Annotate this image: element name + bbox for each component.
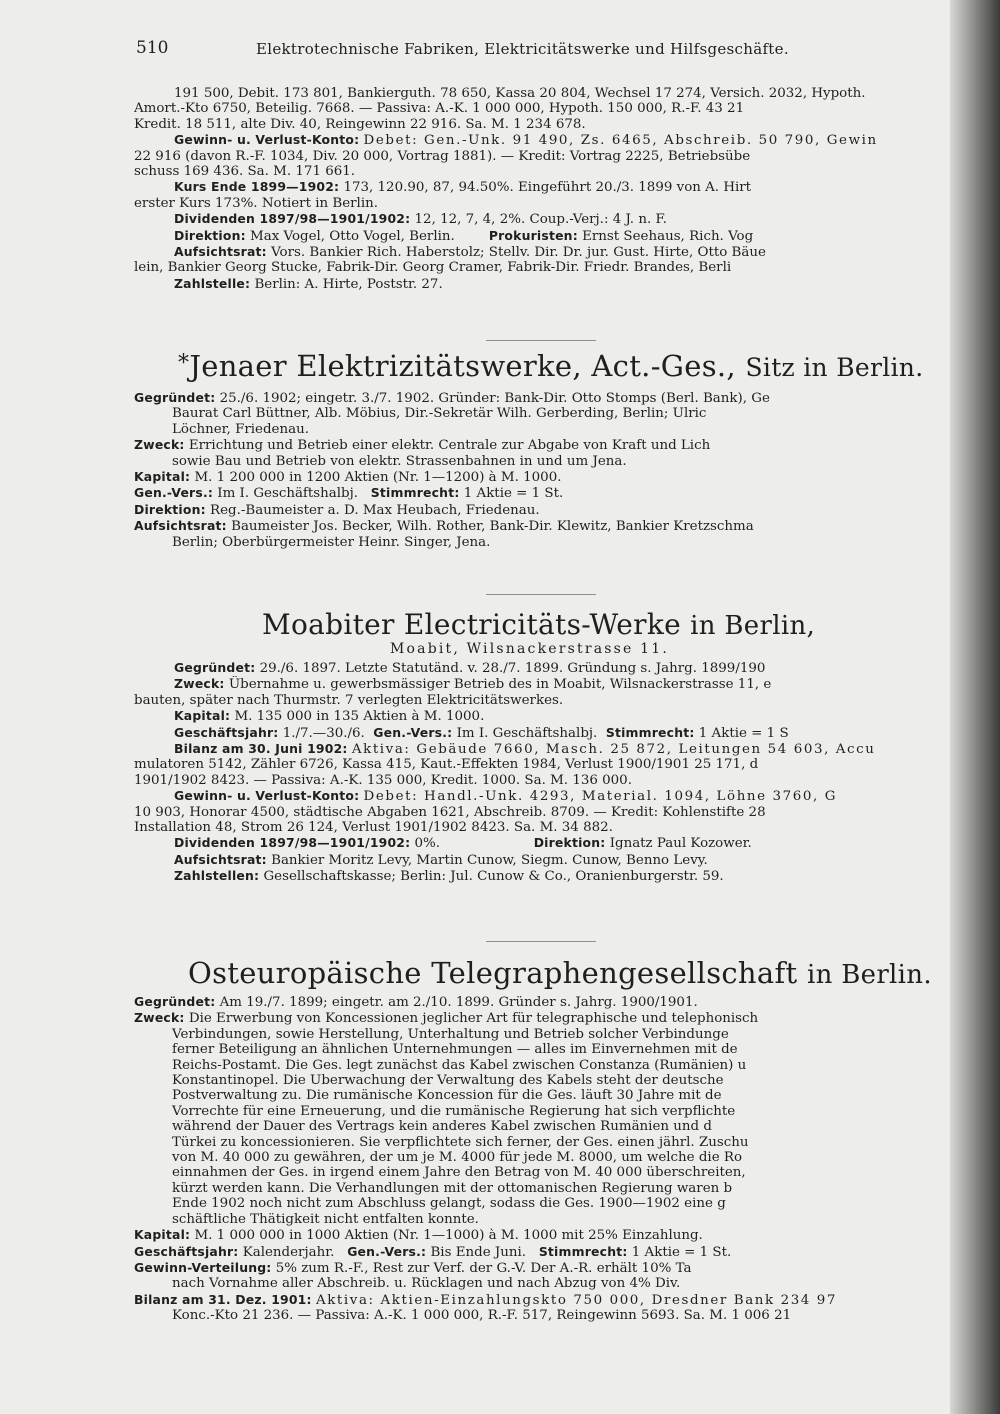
text-line: während der Dauer des Vertrags kein anderes Kabel zwischen Rumänien und d [172, 1119, 712, 1135]
text-line: Amort.-Kto 6750, Beteilig. 7668. — Passiva: A.-K. 1 000 000, Hypoth. 150 000, R.-F. 43 21 [134, 101, 745, 117]
field-label: Aufsichtsrat: [174, 244, 267, 260]
text-line: M. 1 000 000 in 1000 Aktien (Nr. 1—1000) à M. 1000 mit 25% Einzahlung. [194, 1228, 703, 1244]
text-line: 5% zum R.-F., Rest zur Verf. der G.-V. Der A.-R. erhält 10% Ta [275, 1260, 692, 1276]
text-line: Bis Ende Juni. [430, 1244, 527, 1260]
text-line: Berlin; Oberbürgermeister Heinr. Singer, Jena. [172, 534, 491, 550]
text-line: M. 135 000 in 135 Aktien à M. 1000. [234, 709, 485, 725]
divider [486, 941, 596, 942]
text-line: schuss 169 436. Sa. M. 171 661. [134, 164, 356, 180]
field-label: Gewinn- u. Verlust-Konto: [174, 788, 360, 804]
text-line: 12, 12, 7, 4, 2%. Coup.-Verj.: 4 J. n. F. [414, 212, 667, 228]
text-line: 1 Aktie = 1 St. [631, 1244, 732, 1260]
field-label: Gewinn- u. Verlust-Konto: [174, 132, 360, 148]
text-line: Am 19./7. 1899; eingetr. am 2./10. 1899. Gründer s. Jahrg. 1900/1901. [219, 995, 698, 1010]
field-label: Zweck: [134, 437, 185, 453]
field-label: Direktion: [174, 227, 246, 243]
text-line: Im I. Geschäftshalbj. [217, 486, 359, 502]
text-line: 10 903, Honorar 4500, städtische Abgaben 1621, Abschreib. 8709. — Kredit: Kohlenstifte 28 [134, 804, 766, 820]
jena-entry [134, 390, 950, 550]
field-label: Gen.-Vers.: [373, 724, 453, 740]
entry-heading-jena [178, 349, 923, 383]
text-line: einnahmen der Ges. in irgend einem Jahre den Betrag von M. 40 000 überschreiten, [172, 1165, 746, 1181]
text-line: Installation 48, Strom 26 124, Verlust 1901/1902 8423. Sa. M. 34 882. [134, 820, 613, 836]
text-line: Konc.-Kto 21 236. — Passiva: A.-K. 1 000 000, R.-F. 517, Reingewinn 5693. Sa. M. 1 006 21 [172, 1308, 792, 1324]
text-line: 1./7.—30./6. [282, 725, 365, 741]
text-line: 1901/1902 8423. — Passiva: A.-K. 135 000, Kredit. 1000. Sa. M. 136 000. [134, 772, 632, 788]
text-line: 1 Aktie = 1 St. [463, 486, 564, 502]
text-line: Berlin: A. Hirte, Poststr. 27. [254, 276, 443, 292]
text-line: sowie Bau und Betrieb von elektr. Strassenbahnen in und um Jena. [172, 453, 627, 469]
field-label: Gewinn-Verteilung: [134, 1259, 272, 1275]
text-line: Konstantinopel. Die Überwachung der Verwaltung des Kabels steht der deutsche [172, 1073, 724, 1089]
text-line: Baurat Carl Büttner, Alb. Möbius, Dir.-Sekretär Wilh. Gerberding, Berlin; Ulric [172, 406, 707, 422]
entry-heading-moabit [262, 608, 815, 641]
running-title: Elektrotechnische Fabriken, Elektricitätswerke und Hilfsgeschäfte. [256, 40, 789, 58]
field-label: Stimmrecht: [538, 1243, 628, 1259]
text-line: schäftliche Thätigkeit nicht entfalten konnte. [172, 1211, 479, 1227]
text-line: Reg.-Baumeister a. D. Max Heubach, Friedenau. [210, 502, 540, 518]
text-line: Aktiva: Aktien-Einzahlungskto 750 000, Dresdner Bank 234 97 [315, 1292, 838, 1308]
field-label: Dividenden 1897/98—1901/1902: [174, 211, 411, 227]
field-label: Geschäftsjahr: [134, 1243, 239, 1259]
field-label: Aufsichtsrat: [134, 518, 227, 534]
text-line: Vorrechte für eine Erneuerung, und die rumänische Regierung hat sich verpflichte [172, 1103, 736, 1119]
text-line: bauten, später nach Thurmstr. 7 verlegten Elektricitätswerkes. [134, 692, 564, 708]
text-line: lein, Bankier Georg Stucke, Fabrik-Dir. Georg Cramer, Fabrik-Dir. Friedr. Brandes, Berli [134, 260, 732, 276]
field-label: Bilanz am 30. Juni 1902: [174, 741, 348, 757]
field-label: Kapital: [174, 708, 231, 724]
field-label: Kapital: [134, 1227, 191, 1243]
heading-title: Jenaer Elektrizitätswerke, Act.-Ges., [189, 349, 736, 383]
text-line: M. 1 200 000 in 1200 Aktien (Nr. 1—1200) à M. 1000. [194, 470, 562, 486]
text-line: ferner Beteiligung an ähnlichen Unternehmungen — alles im Einvernehmen mit de [172, 1042, 738, 1058]
heading-title: Moabiter Electricitäts-Werke [262, 608, 681, 641]
text-line: 29./6. 1897. Letzte Statutänd. v. 28./7. 1899. Gründung s. Jahrg. 1899/190 [259, 661, 766, 676]
field-label: Aufsichtsrat: [174, 851, 267, 867]
ost-entry [134, 994, 950, 1324]
scan-edge [950, 0, 1000, 1414]
text-line: Baumeister Jos. Becker, Wilh. Rother, Bank-Dir. Klewitz, Bankier Kretzschma [231, 519, 754, 535]
field-label: Direktion: [134, 501, 206, 517]
text-line: Gesellschaftskasse; Berlin: Jul. Cunow & Co., Oranienburgerstr. 59. [263, 869, 724, 885]
text-line: Die Erwerbung von Koncessionen jeglicher Art für telegraphische und telephonisch [188, 1011, 759, 1027]
text-line: nach Vornahme aller Abschreib. u. Rücklagen und nach Abzug von 4% Div. [172, 1276, 681, 1292]
field-label: Direktion: [533, 835, 606, 851]
text-line: 1 Aktie = 1 S [698, 725, 789, 741]
text-line: Ignatz Paul Kozower. [609, 836, 752, 852]
text-line: Bankier Moritz Levy, Martin Cunow, Siegm. Cunow, Benno Levy. [271, 852, 708, 868]
field-label: Geschäftsjahr: [174, 724, 279, 740]
text-line: Übernahme u. gewerbsmässiger Betrieb des in Moabit, Wilsnackerstrasse 11, e [228, 677, 772, 693]
heading-tail: Sitz in Berlin. [745, 353, 924, 382]
field-label: Prokuristen: [488, 227, 578, 243]
text-line: Löchner, Friedenau. [172, 421, 309, 437]
text-line: Ernst Seehaus, Rich. Vog [582, 228, 754, 244]
divider [486, 594, 596, 595]
text-line: Reichs-Postamt. Die Ges. legt zunächst das Kabel zwischen Constanza (Rumänien) u [172, 1057, 747, 1073]
field-label: Gegründet: [134, 390, 216, 405]
text-line: 191 500, Debit. 173 801, Bankierguth. 78 650, Kassa 20 804, Wechsel 17 274, Versich. 2032, Hypoth. [174, 86, 866, 101]
running-head [136, 38, 916, 62]
field-label: Gegründet: [174, 660, 256, 675]
text-line: 0%. [414, 836, 441, 852]
text-line: Kredit. 18 511, alte Div. 40, Reingewinn 22 916. Sa. M. 1 234 678. [134, 116, 586, 132]
heading-tail: in Berlin, [690, 611, 816, 641]
text-line: Ende 1902 noch nicht zum Abschluss gelangt, sodass die Ges. 1900—1902 eine g [172, 1196, 726, 1212]
text-line: Kalenderjahr. [242, 1244, 335, 1260]
field-label: Zahlstellen: [174, 868, 260, 884]
text-line: Errichtung und Betrieb einer elektr. Centrale zur Abgabe von Kraft und Lich [188, 438, 711, 454]
text-line: erster Kurs 173%. Notiert in Berlin. [134, 195, 378, 211]
top-entry [134, 86, 950, 292]
text-line: Debet: Handl.-Unk. 4293, Material. 1094, Löhne 3760, G [363, 789, 838, 805]
text-line: Vors. Bankier Rich. Haberstolz; Stellv. Dir. Dr. jur. Gust. Hirte, Otto Bäue [271, 245, 766, 261]
text-line: Postverwaltung zu. Die rumänische Koncession für die Ges. läuft 30 Jahre mit de [172, 1088, 722, 1104]
divider [486, 340, 596, 341]
text-line: 173, 120.90, 87, 94.50%. Eingeführt 20./3. 1899 von A. Hirt [343, 180, 752, 196]
heading-title: Osteuropäische Telegraphengesellschaft [188, 956, 798, 990]
entry-heading-ost [188, 956, 932, 990]
page-number: 510 [136, 38, 169, 58]
text-line: Türkei zu koncessionieren. Sie verpflichtete sich ferner, der Ges. einen jährl. Zuschu [172, 1134, 749, 1150]
text-line: Im I. Geschäftshalbj. [456, 725, 598, 741]
field-label: Zahlstelle: [174, 275, 251, 291]
text-line: mulatoren 5142, Zähler 6726, Kassa 415, Kaut.-Effekten 1984, Verlust 1900/1901 25 171, d [134, 757, 759, 773]
field-label: Zweck: [134, 1010, 185, 1026]
text-line: 25./6. 1902; eingetr. 3./7. 1902. Gründer: Bank-Dir. Otto Stomps (Berl. Bank), Ge [219, 391, 770, 406]
text-line: kürzt werden kann. Die Verhandlungen mit der ottomanischen Regierung waren b [172, 1180, 733, 1196]
field-label: Stimmrecht: [370, 485, 460, 501]
field-label: Gen.-Vers.: [347, 1243, 427, 1259]
field-label: Dividenden 1897/98—1901/1902: [174, 835, 411, 851]
field-label: Gegründet: [134, 994, 216, 1009]
text-line: Aktiva: Gebäude 7660, Masch. 25 872, Leitungen 54 603, Accu [351, 742, 876, 758]
field-label: Zweck: [174, 676, 225, 692]
text-line: 22 916 (davon R.-F. 1034, Div. 20 000, Vortrag 1881). — Kredit: Vortrag 2225, Betriebsübe [134, 148, 751, 164]
heading-subtitle: Moabit, Wilsnackerstrasse 11. [390, 641, 670, 657]
heading-tail: in Berlin. [807, 960, 932, 990]
field-label: Bilanz am 31. Dez. 1901: [134, 1291, 312, 1307]
text-line: Max Vogel, Otto Vogel, Berlin. [250, 228, 455, 244]
text-line: Debet: Gen.-Unk. 91 490, Zs. 6465, Abschreib. 50 790, Gewin [363, 133, 878, 149]
field-label: Stimmrecht: [605, 724, 695, 740]
text-line: Verbindungen, sowie Herstellung, Unterhaltung und Betrieb solcher Verbindunge [172, 1026, 729, 1042]
text-line: von M. 40 000 zu gewähren, der um je M. 4000 für jede M. 8000, um welche die Ro [172, 1150, 743, 1166]
star-mark: * [178, 351, 190, 376]
field-label: Kapital: [134, 469, 191, 485]
moabit-entry [134, 660, 950, 885]
field-label: Kurs Ende 1899—1902: [174, 179, 340, 195]
field-label: Gen.-Vers.: [134, 485, 214, 501]
